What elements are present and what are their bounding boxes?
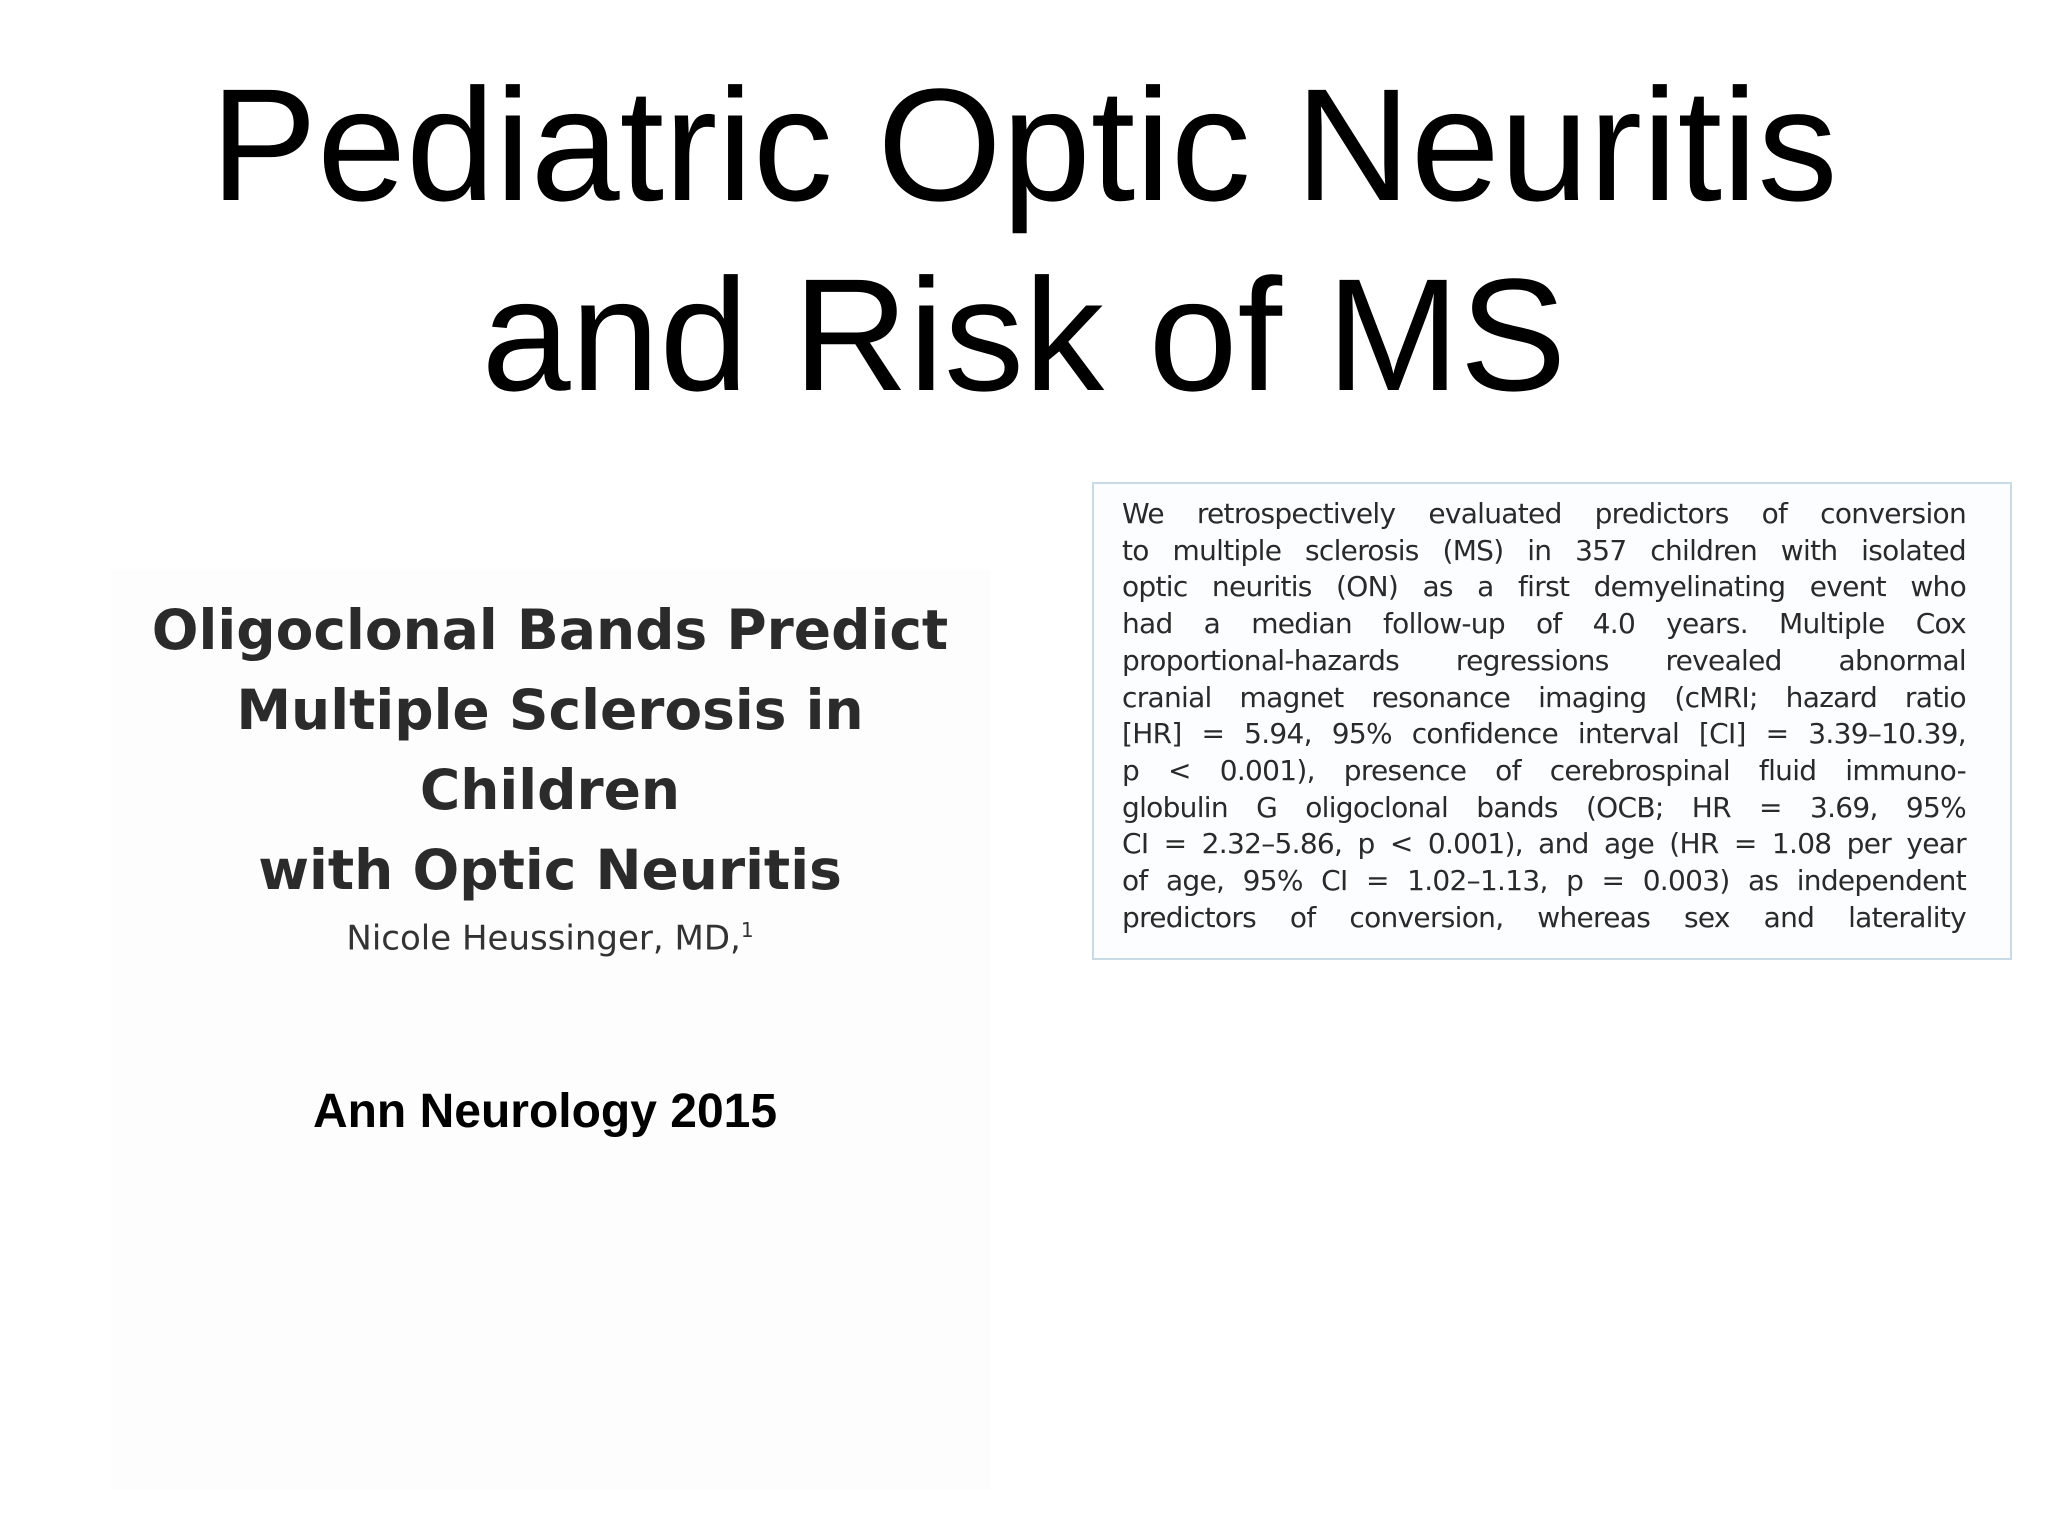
abstract-line: [HR] = 5.94, 95% confidence interval [CI] = 3.39–10.39, — [1122, 717, 1966, 751]
paper-title-line-1: Oligoclonal Bands Predict — [151, 598, 949, 662]
paper-author — [110, 905, 990, 963]
abstract-line: proportional-hazards regressions revealed abnormal — [1122, 643, 1966, 677]
paper-title — [110, 590, 990, 910]
abstract-line: cranial magnet resonance imaging (cMRI; hazard ratio — [1122, 680, 1966, 714]
abstract-line: to multiple sclerosis (MS) in 357 children with isolated — [1122, 533, 1966, 567]
abstract-line: of age, 95% CI = 1.02–1.13, p = 0.003) as independent — [1122, 864, 1966, 898]
paper-author-name: Nicole Heussinger, MD, — [346, 918, 741, 959]
abstract-excerpt — [1092, 482, 2012, 960]
slide-title-line-1: Pediatric Optic Neuritis — [210, 55, 1838, 234]
abstract-line: p < 0.001), presence of cerebrospinal fluid immuno- — [1122, 753, 1966, 787]
abstract-line: globulin G oligoclonal bands (OCB; HR = 3.69, 95% — [1122, 790, 1966, 824]
paper-title-line-2: Multiple Sclerosis in Children — [236, 678, 864, 822]
slide-title — [0, 50, 2048, 430]
abstract-line: predictors of conversion, whereas sex and laterality — [1122, 900, 1966, 934]
abstract-line: optic neuritis (ON) as a first demyelinating event who — [1122, 570, 1966, 604]
abstract-line: had a median follow-up of 4.0 years. Multiple Cox — [1122, 607, 1966, 641]
abstract-line: CI = 2.32–5.86, p < 0.001), and age (HR = 1.08 per year — [1122, 827, 1966, 861]
abstract-line: We retrospectively evaluated predictors of conversion — [1122, 497, 1966, 530]
slide-title-line-2: and Risk of MS — [481, 245, 1567, 424]
paper-author-affiliation: 1 — [740, 918, 754, 942]
paper-title-line-3: with Optic Neuritis — [258, 838, 842, 902]
paper-title-clipping — [110, 570, 990, 1490]
journal-citation: Ann Neurology 2015 — [312, 1085, 778, 1138]
